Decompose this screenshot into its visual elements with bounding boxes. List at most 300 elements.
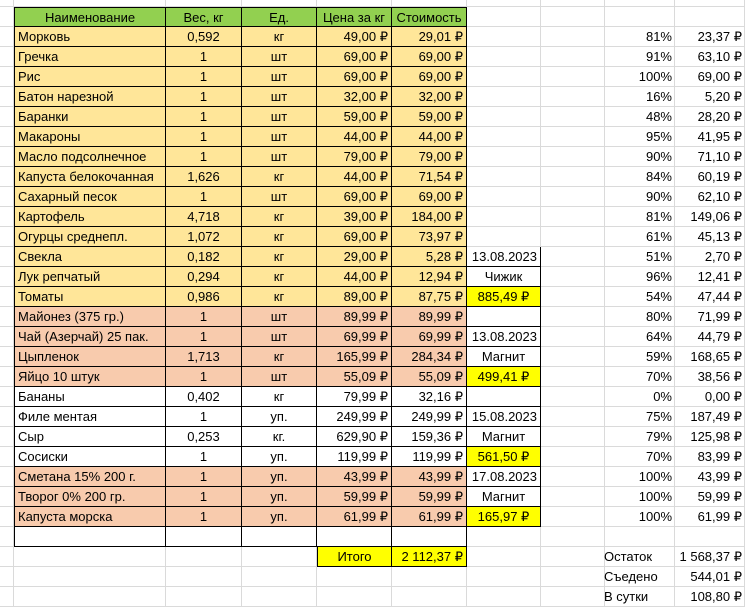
cell-price[interactable]: 59,99 ₽ <box>317 487 392 507</box>
cell-name[interactable]: Капуста морска <box>14 507 166 527</box>
cell-eaten[interactable]: 43,99 ₽ <box>697 469 742 484</box>
cell-note[interactable]: 165,97 ₽ <box>467 507 541 527</box>
cell-weight[interactable]: 1 <box>166 307 242 327</box>
cell-name[interactable]: Цыпленок <box>14 347 166 367</box>
cell-price[interactable]: 44,00 ₽ <box>317 267 392 287</box>
empty-cell[interactable] <box>541 467 605 487</box>
empty-cell[interactable] <box>541 487 605 507</box>
summary-value[interactable]: 1 568,37 ₽ <box>679 549 742 564</box>
header-weight[interactable]: Вес, кг <box>166 7 242 27</box>
cell-weight[interactable]: 0,294 <box>166 267 242 287</box>
empty-cell[interactable] <box>467 127 541 147</box>
cell-eaten[interactable]: 125,98 ₽ <box>690 429 742 444</box>
empty-cell[interactable] <box>392 0 467 7</box>
empty-cell[interactable] <box>0 447 14 467</box>
empty-cell[interactable] <box>0 167 14 187</box>
cell-price[interactable]: 69,00 ₽ <box>317 67 392 87</box>
empty-cell[interactable] <box>242 567 317 587</box>
cell-price[interactable]: 249,99 ₽ <box>317 407 392 427</box>
empty-cell[interactable] <box>0 107 14 127</box>
cell-eaten[interactable]: 23,37 ₽ <box>697 29 742 44</box>
cell-eaten[interactable]: 59,99 ₽ <box>697 489 742 504</box>
cell-weight[interactable]: 1 <box>166 47 242 67</box>
empty-cell[interactable] <box>541 447 605 467</box>
cell-cost[interactable]: 43,99 ₽ <box>392 467 467 487</box>
cell-price[interactable]: 69,00 ₽ <box>317 47 392 67</box>
empty-cell[interactable] <box>467 107 541 127</box>
empty-cell[interactable] <box>317 567 392 587</box>
cell-eaten[interactable]: 28,20 ₽ <box>697 109 742 124</box>
cell-weight[interactable]: 1,626 <box>166 167 242 187</box>
cell-eaten[interactable]: 187,49 ₽ <box>690 409 742 424</box>
cell-percent[interactable]: 64% <box>645 329 672 344</box>
empty-cell[interactable] <box>467 27 541 47</box>
empty-cell[interactable] <box>541 7 605 27</box>
empty-cell[interactable] <box>675 7 745 27</box>
cell-unit[interactable]: кг <box>242 267 317 287</box>
cell-weight[interactable]: 1 <box>166 327 242 347</box>
empty-cell[interactable] <box>541 187 605 207</box>
cell-name[interactable]: Томаты <box>14 287 166 307</box>
empty-cell[interactable] <box>0 587 14 607</box>
cell-price[interactable]: 61,99 ₽ <box>317 507 392 527</box>
cell-eaten[interactable]: 45,13 ₽ <box>697 229 742 244</box>
cell-percent[interactable]: 75% <box>645 409 672 424</box>
cell-empty[interactable] <box>166 527 242 547</box>
cell-name[interactable]: Баранки <box>14 107 166 127</box>
cell-name[interactable]: Рис <box>14 67 166 87</box>
cell-eaten[interactable]: 61,99 ₽ <box>697 509 742 524</box>
empty-cell[interactable] <box>0 27 14 47</box>
cell-cost[interactable]: 32,00 ₽ <box>392 87 467 107</box>
empty-cell[interactable] <box>0 407 14 427</box>
cell-name[interactable]: Лук репчатый <box>14 267 166 287</box>
cell-cost[interactable]: 29,01 ₽ <box>392 27 467 47</box>
cell-price[interactable]: 89,00 ₽ <box>317 287 392 307</box>
empty-cell[interactable] <box>317 0 392 7</box>
cell-note[interactable]: 885,49 ₽ <box>467 287 541 307</box>
empty-cell[interactable] <box>0 0 14 7</box>
empty-cell[interactable] <box>675 527 745 547</box>
cell-cost[interactable]: 73,97 ₽ <box>392 227 467 247</box>
empty-cell[interactable] <box>0 367 14 387</box>
cell-price[interactable]: 89,99 ₽ <box>317 307 392 327</box>
cell-weight[interactable]: 1 <box>166 367 242 387</box>
empty-cell[interactable] <box>0 287 14 307</box>
empty-cell[interactable] <box>541 427 605 447</box>
empty-cell[interactable] <box>0 207 14 227</box>
cell-name[interactable]: Макароны <box>14 127 166 147</box>
cell-percent[interactable]: 59% <box>645 349 672 364</box>
total-label[interactable]: Итого <box>317 547 392 567</box>
empty-cell[interactable] <box>541 47 605 67</box>
cell-price[interactable]: 79,99 ₽ <box>317 387 392 407</box>
cell-eaten[interactable]: 2,70 ₽ <box>704 249 742 264</box>
empty-cell[interactable] <box>242 0 317 7</box>
cell-empty[interactable] <box>242 527 317 547</box>
empty-cell[interactable] <box>0 527 14 547</box>
cell-unit[interactable]: шт <box>242 67 317 87</box>
cell-unit[interactable]: кг <box>242 27 317 47</box>
empty-cell[interactable] <box>467 67 541 87</box>
cell-price[interactable]: 49,00 ₽ <box>317 27 392 47</box>
cell-name[interactable]: Морковь <box>14 27 166 47</box>
empty-cell[interactable] <box>541 87 605 107</box>
empty-cell[interactable] <box>0 327 14 347</box>
cell-name[interactable]: Яйцо 10 штук <box>14 367 166 387</box>
cell-percent[interactable]: 80% <box>645 309 672 324</box>
cell-note[interactable]: Магнит <box>467 427 541 447</box>
empty-cell[interactable] <box>541 227 605 247</box>
empty-cell[interactable] <box>541 307 605 327</box>
empty-cell[interactable] <box>675 0 745 7</box>
cell-percent[interactable]: 81% <box>645 29 672 44</box>
cell-weight[interactable]: 0,182 <box>166 247 242 267</box>
empty-cell[interactable] <box>0 87 14 107</box>
header-unit[interactable]: Ед. <box>242 7 317 27</box>
cell-weight[interactable]: 1,072 <box>166 227 242 247</box>
cell-price[interactable]: 29,00 ₽ <box>317 247 392 267</box>
cell-percent[interactable]: 0% <box>653 389 672 404</box>
empty-cell[interactable] <box>0 247 14 267</box>
cell-eaten[interactable]: 63,10 ₽ <box>697 49 742 64</box>
cell-note[interactable] <box>467 387 541 407</box>
empty-cell[interactable] <box>0 47 14 67</box>
cell-unit[interactable]: уп. <box>242 407 317 427</box>
empty-cell[interactable] <box>0 7 14 27</box>
cell-unit[interactable]: шт <box>242 147 317 167</box>
cell-name[interactable]: Гречка <box>14 47 166 67</box>
cell-unit[interactable]: шт <box>242 47 317 67</box>
empty-cell[interactable] <box>467 87 541 107</box>
cell-price[interactable]: 43,99 ₽ <box>317 467 392 487</box>
cell-eaten[interactable]: 62,10 ₽ <box>697 189 742 204</box>
empty-cell[interactable] <box>541 267 605 287</box>
empty-cell[interactable] <box>467 207 541 227</box>
cell-eaten[interactable]: 38,56 ₽ <box>697 369 742 384</box>
empty-cell[interactable] <box>541 347 605 367</box>
cell-name[interactable]: Филе ментая <box>14 407 166 427</box>
header-name[interactable]: Наименование <box>14 7 166 27</box>
empty-cell[interactable] <box>541 167 605 187</box>
cell-name[interactable]: Бананы <box>14 387 166 407</box>
cell-eaten[interactable]: 0,00 ₽ <box>704 389 742 404</box>
cell-cost[interactable]: 59,00 ₽ <box>392 107 467 127</box>
cell-percent[interactable]: 100% <box>638 509 672 524</box>
empty-cell[interactable] <box>467 7 541 27</box>
cell-price[interactable]: 165,99 ₽ <box>317 347 392 367</box>
cell-price[interactable]: 32,00 ₽ <box>317 87 392 107</box>
cell-unit[interactable]: кг. <box>242 427 317 447</box>
empty-cell[interactable] <box>605 527 675 547</box>
cell-unit[interactable]: кг <box>242 347 317 367</box>
empty-cell[interactable] <box>541 147 605 167</box>
empty-cell[interactable] <box>0 567 14 587</box>
empty-cell[interactable] <box>0 487 14 507</box>
empty-cell[interactable] <box>0 307 14 327</box>
empty-cell[interactable] <box>541 567 605 587</box>
empty-cell[interactable] <box>541 247 605 267</box>
cell-unit[interactable]: кг <box>242 167 317 187</box>
empty-cell[interactable] <box>467 547 541 567</box>
cell-percent[interactable]: 79% <box>645 429 672 444</box>
cell-weight[interactable]: 1 <box>166 467 242 487</box>
cell-cost[interactable]: 5,28 ₽ <box>392 247 467 267</box>
empty-cell[interactable] <box>541 367 605 387</box>
summary-label[interactable]: Остаток <box>604 549 653 564</box>
empty-cell[interactable] <box>0 267 14 287</box>
cell-price[interactable]: 119,99 ₽ <box>317 447 392 467</box>
cell-cost[interactable]: 59,99 ₽ <box>392 487 467 507</box>
empty-cell[interactable] <box>0 187 14 207</box>
cell-name[interactable]: Картофель <box>14 207 166 227</box>
cell-price[interactable]: 44,00 ₽ <box>317 127 392 147</box>
cell-eaten[interactable]: 83,99 ₽ <box>697 449 742 464</box>
cell-cost[interactable]: 79,00 ₽ <box>392 147 467 167</box>
cell-price[interactable]: 59,00 ₽ <box>317 107 392 127</box>
cell-percent[interactable]: 51% <box>645 249 672 264</box>
cell-unit[interactable]: шт <box>242 107 317 127</box>
empty-cell[interactable] <box>467 187 541 207</box>
empty-cell[interactable] <box>541 207 605 227</box>
cell-eaten[interactable]: 168,65 ₽ <box>690 349 742 364</box>
cell-eaten[interactable]: 5,20 ₽ <box>704 89 742 104</box>
cell-percent[interactable]: 91% <box>645 49 672 64</box>
cell-price[interactable]: 39,00 ₽ <box>317 207 392 227</box>
empty-cell[interactable] <box>467 167 541 187</box>
cell-note[interactable]: 499,41 ₽ <box>467 367 541 387</box>
cell-price[interactable]: 79,00 ₽ <box>317 147 392 167</box>
cell-name[interactable]: Майонез (375 гр.) <box>14 307 166 327</box>
cell-name[interactable]: Сосиски <box>14 447 166 467</box>
cell-cost[interactable]: 32,16 ₽ <box>392 387 467 407</box>
cell-percent[interactable]: 96% <box>645 269 672 284</box>
cell-note[interactable]: 13.08.2023 <box>467 247 541 267</box>
empty-cell[interactable] <box>14 587 166 607</box>
cell-eaten[interactable]: 41,95 ₽ <box>697 129 742 144</box>
cell-unit[interactable]: шт <box>242 367 317 387</box>
cell-cost[interactable]: 249,99 ₽ <box>392 407 467 427</box>
empty-cell[interactable] <box>317 587 392 607</box>
cell-eaten[interactable]: 47,44 ₽ <box>697 289 742 304</box>
empty-cell[interactable] <box>0 127 14 147</box>
cell-cost[interactable]: 44,00 ₽ <box>392 127 467 147</box>
cell-unit[interactable]: кг <box>242 227 317 247</box>
empty-cell[interactable] <box>541 387 605 407</box>
cell-note[interactable]: Чижик <box>467 267 541 287</box>
empty-cell[interactable] <box>541 407 605 427</box>
cell-cost[interactable]: 12,94 ₽ <box>392 267 467 287</box>
cell-name[interactable]: Батон нарезной <box>14 87 166 107</box>
empty-cell[interactable] <box>392 587 467 607</box>
cell-cost[interactable]: 69,00 ₽ <box>392 187 467 207</box>
cell-weight[interactable]: 0,253 <box>166 427 242 447</box>
empty-cell[interactable] <box>14 567 166 587</box>
cell-price[interactable]: 44,00 ₽ <box>317 167 392 187</box>
empty-cell[interactable] <box>605 7 675 27</box>
empty-cell[interactable] <box>166 587 242 607</box>
empty-cell[interactable] <box>541 587 605 607</box>
cell-percent[interactable]: 48% <box>645 109 672 124</box>
cell-cost[interactable]: 284,34 ₽ <box>392 347 467 367</box>
empty-cell[interactable] <box>467 587 541 607</box>
empty-cell[interactable] <box>541 67 605 87</box>
cell-eaten[interactable]: 71,99 ₽ <box>697 309 742 324</box>
cell-cost[interactable]: 69,00 ₽ <box>392 47 467 67</box>
empty-cell[interactable] <box>541 0 605 7</box>
header-cost[interactable]: Стоимость <box>392 7 467 27</box>
cell-note[interactable]: Магнит <box>467 347 541 367</box>
empty-cell[interactable] <box>0 347 14 367</box>
empty-cell[interactable] <box>541 327 605 347</box>
cell-cost[interactable]: 55,09 ₽ <box>392 367 467 387</box>
empty-cell[interactable] <box>541 27 605 47</box>
empty-cell[interactable] <box>0 227 14 247</box>
cell-note[interactable]: 13.08.2023 <box>467 327 541 347</box>
cell-weight[interactable]: 1 <box>166 407 242 427</box>
cell-unit[interactable]: шт <box>242 87 317 107</box>
cell-weight[interactable]: 4,718 <box>166 207 242 227</box>
empty-cell[interactable] <box>541 127 605 147</box>
empty-cell[interactable] <box>541 547 605 567</box>
cell-cost[interactable]: 61,99 ₽ <box>392 507 467 527</box>
empty-cell[interactable] <box>0 387 14 407</box>
cell-name[interactable]: Сахарный песок <box>14 187 166 207</box>
cell-eaten[interactable]: 60,19 ₽ <box>697 169 742 184</box>
empty-cell[interactable] <box>242 587 317 607</box>
cell-price[interactable]: 55,09 ₽ <box>317 367 392 387</box>
cell-percent[interactable]: 90% <box>645 149 672 164</box>
cell-weight[interactable]: 1 <box>166 127 242 147</box>
cell-note[interactable] <box>467 307 541 327</box>
cell-weight[interactable]: 1 <box>166 147 242 167</box>
header-price[interactable]: Цена за кг <box>317 7 392 27</box>
cell-name[interactable]: Масло подсолнечное <box>14 147 166 167</box>
cell-unit[interactable]: шт <box>242 187 317 207</box>
summary-label[interactable]: Съедено <box>604 569 658 584</box>
cell-unit[interactable]: уп. <box>242 487 317 507</box>
empty-cell[interactable] <box>0 467 14 487</box>
cell-weight[interactable]: 0,592 <box>166 27 242 47</box>
cell-eaten[interactable]: 44,79 ₽ <box>697 329 742 344</box>
cell-note[interactable]: 15.08.2023 <box>467 407 541 427</box>
cell-name[interactable]: Огурцы среднепл. <box>14 227 166 247</box>
cell-price[interactable]: 69,00 ₽ <box>317 227 392 247</box>
empty-cell[interactable] <box>166 547 242 567</box>
cell-weight[interactable]: 0,402 <box>166 387 242 407</box>
cell-percent[interactable]: 16% <box>645 89 672 104</box>
cell-unit[interactable]: уп. <box>242 467 317 487</box>
cell-percent[interactable]: 95% <box>645 129 672 144</box>
empty-cell[interactable] <box>541 527 605 547</box>
cell-eaten[interactable]: 12,41 ₽ <box>697 269 742 284</box>
cell-weight[interactable]: 1 <box>166 447 242 467</box>
cell-percent[interactable]: 100% <box>638 469 672 484</box>
cell-percent[interactable]: 70% <box>645 369 672 384</box>
empty-cell[interactable] <box>467 147 541 167</box>
cell-eaten[interactable]: 71,10 ₽ <box>697 149 742 164</box>
empty-cell[interactable] <box>467 527 541 547</box>
cell-cost[interactable]: 89,99 ₽ <box>392 307 467 327</box>
cell-percent[interactable]: 100% <box>638 489 672 504</box>
cell-unit[interactable]: кг <box>242 287 317 307</box>
cell-name[interactable]: Капуста белокочанная <box>14 167 166 187</box>
empty-cell[interactable] <box>14 547 166 567</box>
cell-eaten[interactable]: 149,06 ₽ <box>690 209 742 224</box>
cell-weight[interactable]: 0,986 <box>166 287 242 307</box>
cell-unit[interactable]: кг <box>242 247 317 267</box>
cell-percent[interactable]: 90% <box>645 189 672 204</box>
summary-value[interactable]: 544,01 ₽ <box>690 569 742 584</box>
cell-unit[interactable]: уп. <box>242 447 317 467</box>
cell-cost[interactable]: 184,00 ₽ <box>392 207 467 227</box>
cell-cost[interactable]: 69,00 ₽ <box>392 67 467 87</box>
cell-name[interactable]: Сыр <box>14 427 166 447</box>
cell-price[interactable]: 69,99 ₽ <box>317 327 392 347</box>
cell-unit[interactable]: шт <box>242 327 317 347</box>
empty-cell[interactable] <box>0 427 14 447</box>
summary-label[interactable]: В сутки <box>604 589 649 604</box>
cell-weight[interactable]: 1 <box>166 487 242 507</box>
empty-cell[interactable] <box>467 567 541 587</box>
cell-unit[interactable]: шт <box>242 307 317 327</box>
cell-cost[interactable]: 71,54 ₽ <box>392 167 467 187</box>
empty-cell[interactable] <box>467 47 541 67</box>
empty-cell[interactable] <box>242 547 317 567</box>
cell-unit[interactable]: уп. <box>242 507 317 527</box>
empty-cell[interactable] <box>605 0 675 7</box>
empty-cell[interactable] <box>0 547 14 567</box>
empty-cell[interactable] <box>0 67 14 87</box>
cell-cost[interactable]: 69,99 ₽ <box>392 327 467 347</box>
cell-unit[interactable]: кг <box>242 387 317 407</box>
empty-cell[interactable] <box>14 0 166 7</box>
empty-cell[interactable] <box>166 567 242 587</box>
cell-name[interactable]: Сметана 15% 200 г. <box>14 467 166 487</box>
empty-cell[interactable] <box>0 507 14 527</box>
cell-unit[interactable]: шт <box>242 127 317 147</box>
cell-name[interactable]: Чай (Азерчай) 25 пак. <box>14 327 166 347</box>
cell-weight[interactable]: 1,713 <box>166 347 242 367</box>
empty-cell[interactable] <box>166 0 242 7</box>
cell-weight[interactable]: 1 <box>166 107 242 127</box>
cell-note[interactable]: Магнит <box>467 487 541 507</box>
total-value[interactable]: 2 112,37 ₽ <box>392 547 467 567</box>
cell-note[interactable]: 561,50 ₽ <box>467 447 541 467</box>
empty-cell[interactable] <box>541 287 605 307</box>
cell-empty[interactable] <box>317 527 392 547</box>
cell-empty[interactable] <box>14 527 166 547</box>
cell-price[interactable]: 69,00 ₽ <box>317 187 392 207</box>
summary-value[interactable]: 108,80 ₽ <box>690 589 742 604</box>
empty-cell[interactable] <box>467 0 541 7</box>
cell-cost[interactable]: 87,75 ₽ <box>392 287 467 307</box>
cell-note[interactable]: 17.08.2023 <box>467 467 541 487</box>
cell-percent[interactable]: 100% <box>638 69 672 84</box>
cell-percent[interactable]: 70% <box>645 449 672 464</box>
cell-weight[interactable]: 1 <box>166 87 242 107</box>
cell-weight[interactable]: 1 <box>166 187 242 207</box>
cell-cost[interactable]: 159,36 ₽ <box>392 427 467 447</box>
empty-cell[interactable] <box>392 567 467 587</box>
cell-percent[interactable]: 81% <box>645 209 672 224</box>
cell-cost[interactable]: 119,99 ₽ <box>392 447 467 467</box>
empty-cell[interactable] <box>0 147 14 167</box>
cell-eaten[interactable]: 69,00 ₽ <box>697 69 742 84</box>
cell-percent[interactable]: 54% <box>645 289 672 304</box>
cell-price[interactable]: 629,90 ₽ <box>317 427 392 447</box>
cell-name[interactable]: Свекла <box>14 247 166 267</box>
